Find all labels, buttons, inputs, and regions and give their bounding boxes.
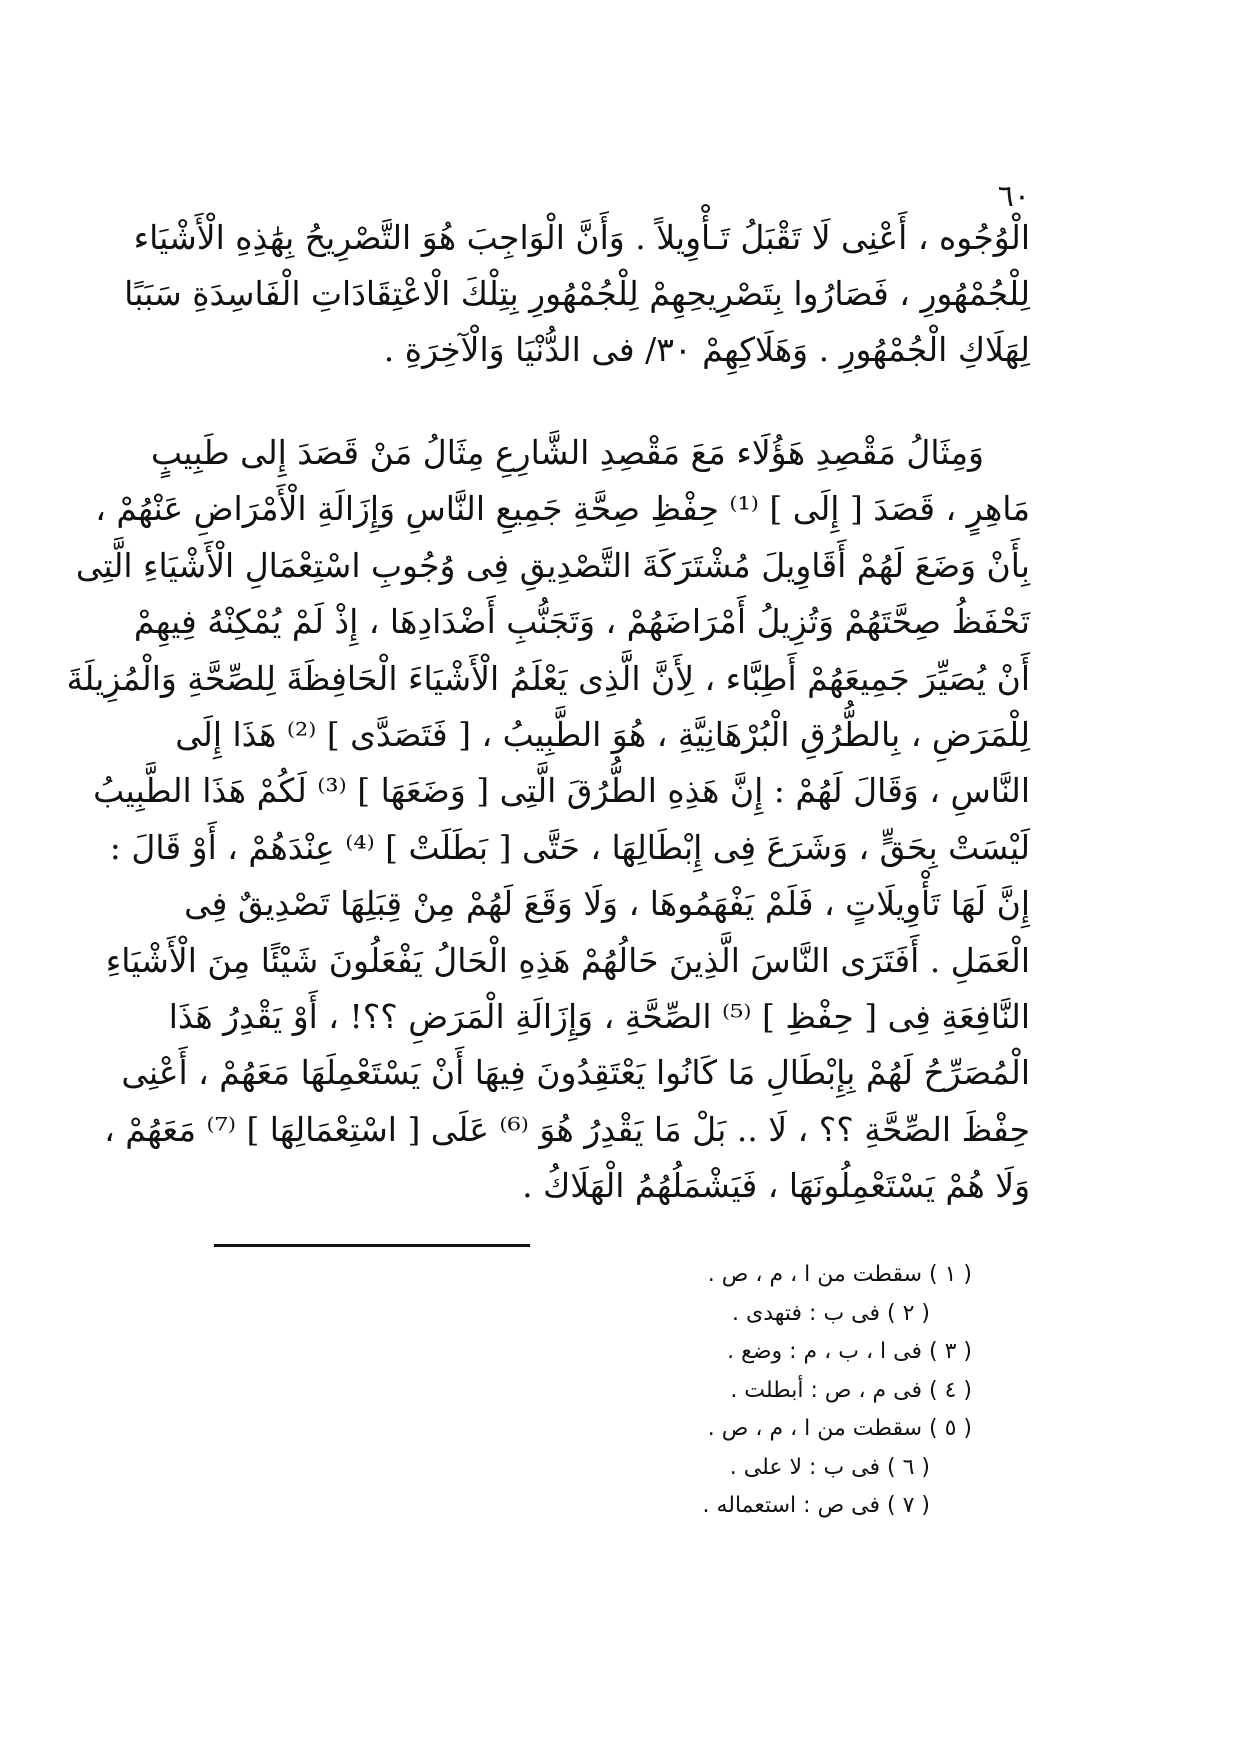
text-line: حِفْظَ الصِّحَّةِ ؟؟ ، لَا .. بَلْ مَا يَقْدِرُ هُوَ ⁽⁶⁾ عَلَى [ اسْتِعْمَالِهَا ] ⁽⁷⁾ مَعَهُمْ ، bbox=[104, 1109, 1030, 1149]
text-line: لَيْسَتْ بِحَقٍّ ، وَشَرَعَ فِى إِبْطَالِهَا ، حَتَّى [ بَطَلَتْ ] ⁽⁴⁾ عِنْدَهُمْ ، أَوْ قَالَ : bbox=[109, 827, 1030, 867]
text-line: أَنْ يُصَيِّرَ جَمِيعَهُمْ أَطِبَّاء ، لِأَنَّ الَّذِى يَعْلَمُ الْأَشْيَاءَ الْحَافِظَةَ لِلصِّحَّةِ وَالْمُزِيلَةَ bbox=[66, 658, 1030, 698]
footnote-2: ( ٢ ) فى ب : فتهدى . bbox=[732, 1300, 930, 1326]
text-line: تَحْفَظُ صِحَّتَهُمْ وَتُزِيلُ أَمْرَاضَهُمْ ، وَتَجَنُّبِ أَضْدَادِهَا ، إِذْ لَمْ يُمْكِنْهُ فِيهِمْ bbox=[133, 602, 1030, 642]
text-line: لِلْجُمْهُورِ ، فَصَارُوا بِتَصْرِيحِهِمْ لِلْجُمْهُورِ بِتِلْكَ الْاعْتِقَادَاتِ الْفَاسِدَةِ سَبَبًا bbox=[124, 274, 1030, 313]
text-line: لِهَلَاكِ الْجُمْهُورِ . وَهَلَاكِهِمْ ٣٠/ فى الدُّنْيَا وَالْآخِرَةِ . bbox=[383, 330, 1030, 369]
page-number: ٦٠ bbox=[997, 179, 1030, 214]
footnote-divider bbox=[214, 1244, 530, 1247]
footnote-5: ( ٥ ) سقطت من ا ، م ، ص . bbox=[707, 1416, 972, 1441]
footnote-6: ( ٦ ) فى ب : لا على . bbox=[729, 1454, 930, 1480]
text-line: وَمِثَالُ مَقْصِدِ هَؤُلَاء مَعَ مَقْصِدِ الشَّارِعِ مِثَالُ مَنْ قَصَدَ إِلى طَبِيبٍ bbox=[151, 433, 984, 472]
text-line: الْمُصَرِّحُ لَهُمْ بِإِبْطَالِ مَا كَانُوا يَعْتَقِدُونَ فِيهَا أَنْ يَسْتَعْمِلَهَا مَعَهُمْ ، أَعْنِى bbox=[121, 1053, 1030, 1093]
text-line: الْعَمَلِ . أَفَتَرَى النَّاسَ الَّذِينَ حَالُهُمْ هَذِهِ الْحَالُ يَفْعَلُونَ شَيْئًا مِنَ الْأَشْيَاءِ bbox=[105, 940, 1030, 980]
text-line: بِأَنْ وَضَعَ لَهُمْ أَقَاوِيلَ مُشْتَرَكَةَ التَّصْدِيقِ فِى وُجُوبِ اسْتِعْمَالِ الْأَشْيَاءِ الَّتِى bbox=[75, 545, 1030, 585]
text-line: مَاهِرٍ ، قَصَدَ [ إِلَى ] ⁽¹⁾ حِفْظِ صِحَّةِ جَمِيعِ النَّاسِ وَإِزَالَةِ الْأَمْرَاضِ عَنْهُمْ ، bbox=[95, 489, 1030, 529]
text-line: إِنَّ لَهَا تَأْوِيلَاتٍ ، فَلَمْ يَفْهَمُوهَا ، وَلَا وَقَعَ لَهُمْ مِنْ قِبَلِهَا تَصْدِيقٌ فِى bbox=[184, 884, 1030, 924]
footnote-1: ( ١ ) سقطت من ا ، م ، ص . bbox=[707, 1262, 972, 1287]
footnote-3: ( ٣ ) فى ا ، ب ، م : وضع . bbox=[727, 1339, 972, 1364]
text-line: النَّافِعَةِ فِى [ حِفْظِ ] ⁽⁵⁾ الصِّحَّةِ ، وَإِزَالَةِ الْمَرَضِ ؟؟! ، أَوْ يَقْدِرُ هَذَا bbox=[168, 996, 1030, 1036]
text-line: وَلَا هُمْ يَسْتَعْمِلُونَهَا ، فَيَشْمَلُهُمُ الْهَلَاكُ . bbox=[522, 1166, 1030, 1206]
text-line: لِلْمَرَضِ ، بِالطُّرُقِ الْبُرْهَانِيَّةِ ، هُوَ الطَّبِيبُ ، [ فَتَصَدَّى ] ⁽²⁾ هَذَا إِلَى bbox=[175, 714, 1030, 754]
footnote-7: ( ٧ ) فى ص : استعماله . bbox=[702, 1493, 930, 1518]
footnote-4: ( ٤ ) فى م ، ص : أبطلت . bbox=[730, 1377, 972, 1403]
text-line: الْوُجُوه ، أَعْنِى لَا تَقْبَلُ تَـأْوِيلاً . وَأَنَّ الْوَاجِبَ هُوَ التَّصْرِيحُ بِهَٰذِهِ الْأَشْيَاء bbox=[133, 218, 1030, 257]
text-line: النَّاسِ ، وَقَالَ لَهُمْ : إِنَّ هَذِهِ الطُّرُقَ الَّتِى [ وَضَعَهَا ] ⁽³⁾ لَكُمْ هَذَا الطَّبِيبُ bbox=[93, 771, 1030, 811]
paragraph-2 bbox=[66, 425, 1030, 1214]
paragraph-1 bbox=[124, 210, 1030, 378]
footnotes bbox=[612, 1256, 972, 1526]
